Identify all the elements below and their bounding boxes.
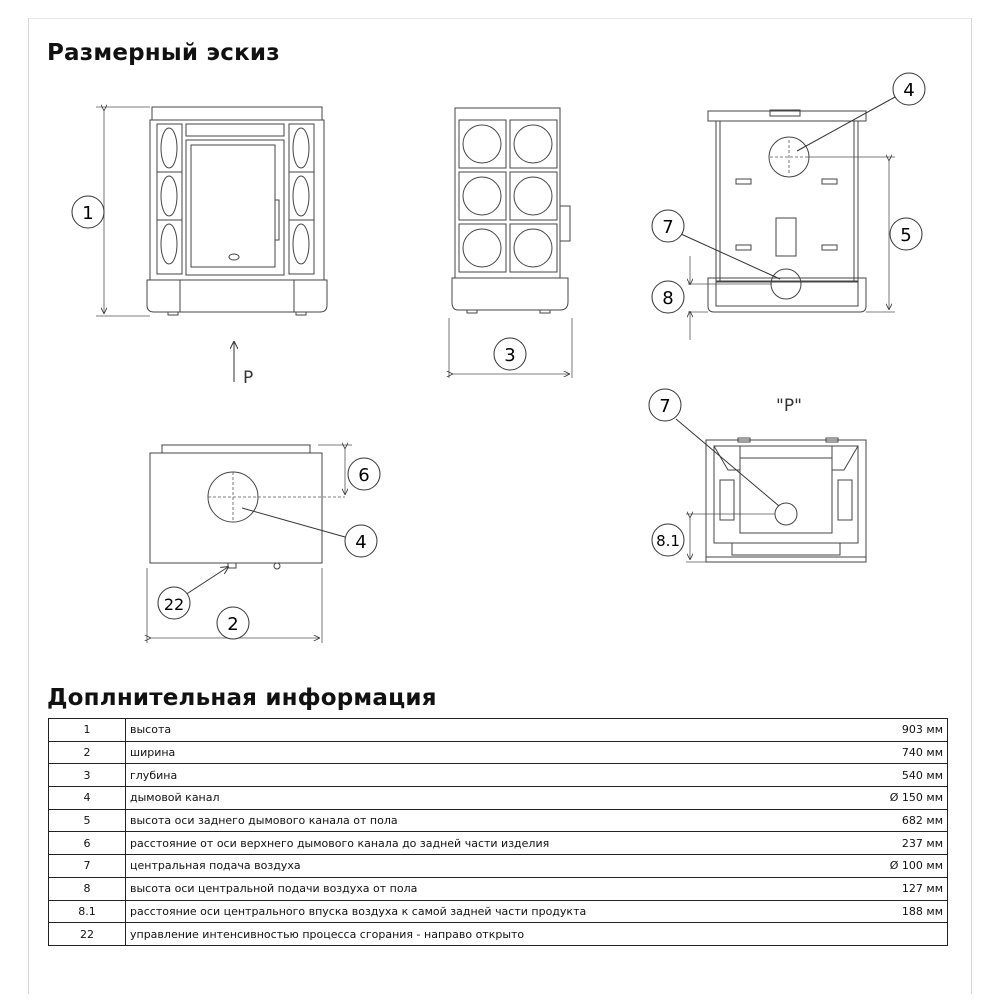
table-row (49, 741, 948, 764)
cell-desc: расстояние оси центрального впуска воздуха к самой задней части продукта (126, 900, 820, 923)
svg-text:8: 8 (662, 288, 674, 309)
cell-num: 2 (49, 741, 126, 764)
cell-num: 8 (49, 877, 126, 900)
callout-22 (158, 587, 190, 619)
cell-val: 682 мм (819, 809, 948, 832)
cell-desc: ширина (126, 741, 820, 764)
table-row (49, 719, 948, 742)
cell-num: 8.1 (49, 900, 126, 923)
svg-text:4: 4 (355, 532, 367, 553)
callout-4-top (345, 525, 377, 557)
table-row (49, 923, 948, 946)
cell-val: Ø 150 мм (819, 787, 948, 810)
callout-6 (348, 458, 380, 490)
svg-text:5: 5 (900, 225, 912, 246)
cell-desc: расстояние от оси верхнего дымового канала до задней части изделия (126, 832, 820, 855)
cell-desc: высота оси центральной подачи воздуха от пола (126, 877, 820, 900)
svg-text:P: P (243, 368, 254, 388)
view-p-label: "P" (776, 396, 802, 416)
svg-text:3: 3 (504, 345, 516, 366)
callout-7-p (649, 389, 681, 421)
callout-8-1 (652, 524, 684, 556)
cell-desc: дымовой канал (126, 787, 820, 810)
info-heading: Доплнительная информация (47, 685, 437, 711)
table-row (49, 809, 948, 832)
top-view (150, 445, 322, 569)
callout-8 (652, 281, 684, 313)
table-row (49, 764, 948, 787)
cell-val: 740 мм (819, 741, 948, 764)
cell-num: 6 (49, 832, 126, 855)
table-row (49, 787, 948, 810)
svg-text:22: 22 (163, 595, 185, 614)
svg-text:7: 7 (662, 217, 674, 238)
side-view (452, 108, 570, 313)
view-p (706, 438, 866, 562)
front-view (147, 107, 327, 315)
cell-val: Ø 100 мм (819, 855, 948, 878)
callout-5 (890, 218, 922, 250)
cell-desc: управление интенсивностью процесса сгорания - направо открыто (126, 923, 820, 946)
cell-desc: высота оси заднего дымового канала от пола (126, 809, 820, 832)
svg-text:6: 6 (358, 465, 370, 486)
table-row (49, 832, 948, 855)
svg-text:7: 7 (659, 396, 671, 417)
cell-num: 22 (49, 923, 126, 946)
callout-4-back (893, 73, 925, 105)
cell-val: 237 мм (819, 832, 948, 855)
cell-val: 188 мм (819, 900, 948, 923)
callout-1 (72, 196, 104, 228)
cell-val: 540 мм (819, 764, 948, 787)
cell-desc: глубина (126, 764, 820, 787)
callout-3 (494, 338, 526, 370)
cell-num: 7 (49, 855, 126, 878)
table-row (49, 855, 948, 878)
svg-text:8.1: 8.1 (656, 532, 680, 550)
sketch-heading: Размерный эскиз (47, 40, 280, 66)
cell-num: 3 (49, 764, 126, 787)
svg-text:1: 1 (82, 203, 94, 224)
svg-text:4: 4 (903, 80, 915, 101)
info-table (48, 718, 948, 946)
cell-desc: высота (126, 719, 820, 742)
cell-num: 4 (49, 787, 126, 810)
back-view (708, 110, 866, 312)
svg-text:2: 2 (227, 614, 239, 635)
callout-2 (217, 607, 249, 639)
cell-num: 5 (49, 809, 126, 832)
cell-val: 127 мм (819, 877, 948, 900)
cell-desc: центральная подача воздуха (126, 855, 820, 878)
callout-7-back (652, 210, 684, 242)
table-row (49, 877, 948, 900)
cell-val (819, 923, 948, 946)
cell-val: 903 мм (819, 719, 948, 742)
view-arrow-p (234, 342, 253, 388)
table-row (49, 900, 948, 923)
cell-num: 1 (49, 719, 126, 742)
